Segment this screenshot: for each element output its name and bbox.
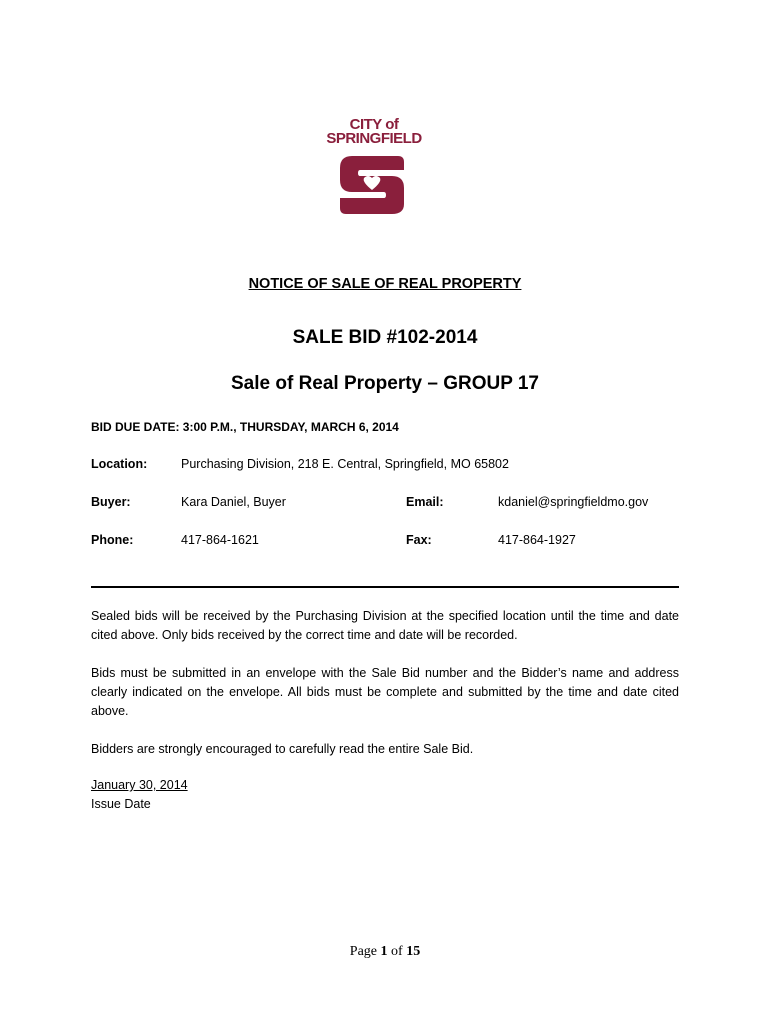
sale-bid-heading: SALE BID #102-2014 — [292, 327, 478, 348]
sale-group-heading: Sale of Real Property – GROUP 17 — [231, 373, 539, 394]
bid-due-date: BID DUE DATE: 3:00 P.M., THURSDAY, MARCH 6, 2014 — [91, 420, 399, 434]
issue-date: January 30, 2014 — [91, 778, 188, 792]
buyer-label: Buyer: — [91, 495, 131, 509]
issue-date-label: Issue Date — [91, 797, 151, 811]
page-number — [0, 944, 770, 960]
page-prefix: Page — [349, 944, 381, 959]
location-value: Purchasing Division, 218 E. Central, Springfield, MO 65802 — [181, 457, 509, 471]
logo-s-emblem-icon — [338, 152, 406, 216]
paragraph-sealed-bids: Sealed bids will be received by the Purchasing Division at the specified location until the time and date cited above. Only bids received by the correct time and date will be recorded. — [91, 609, 679, 642]
logo-text-line1: CITY of — [349, 116, 399, 133]
logo-text-line2: SPRINGFIELD — [326, 130, 422, 147]
paragraph-encouraged: Bidders are strongly encouraged to carefully read the entire Sale Bid. — [91, 742, 474, 756]
page-current: 1 — [380, 944, 388, 959]
city-logo — [318, 116, 430, 220]
notice-title: NOTICE OF SALE OF REAL PROPERTY — [248, 276, 522, 292]
phone-label: Phone: — [91, 533, 134, 547]
paragraph-envelope: Bids must be submitted in an envelope with the Sale Bid number and the Bidder’s name and address clearly indicated on the envelope. All bids must be complete and submitted by the time and date cited above. — [91, 666, 679, 718]
section-divider — [91, 586, 679, 588]
buyer-value: Kara Daniel, Buyer — [181, 495, 286, 509]
email-value[interactable]: kdaniel@springfieldmo.gov — [498, 495, 649, 509]
fax-label: Fax: — [406, 533, 432, 547]
page-of: of — [387, 944, 407, 959]
email-label: Email: — [406, 495, 444, 509]
page-total: 15 — [406, 944, 421, 959]
fax-value: 417-864-1927 — [498, 533, 576, 547]
phone-value: 417-864-1621 — [181, 533, 259, 547]
location-label: Location: — [91, 457, 148, 471]
